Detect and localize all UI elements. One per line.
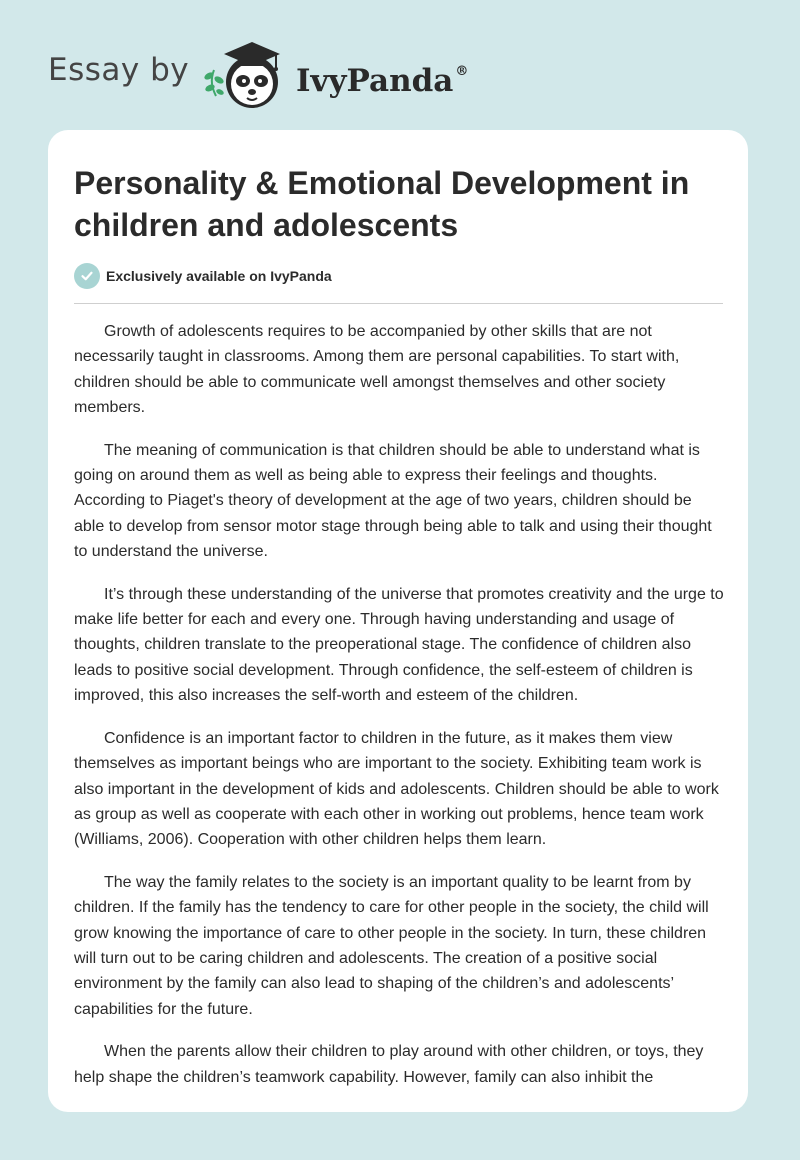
exclusive-badge-label: Exclusively available on IvyPanda bbox=[106, 268, 332, 284]
essay-paragraph: The meaning of communication is that children should be able to understand what is going on around them as well as being able to express their feelings and thoughts. According to Piaget's theory of development at the age of two years, children should be able to develop from sensor motor stage through being able to talk and using their thought to understand the universe. bbox=[74, 441, 712, 561]
essay-paragraph: The way the family relates to the society is an important quality to be learnt from by children. If the family has the tendency to care for other people in the society, the child will grow knowing the importance of care to other people in the society. In turn, these children will turn out to be caring children and adolescents. The creation of a positive social environment by the family can also lead to shaping of the children’s and adolescents’ capabilities for the future. bbox=[74, 873, 709, 1018]
brand-name[interactable] bbox=[296, 52, 468, 101]
essay-by-label: Essay by bbox=[48, 52, 190, 88]
essay-paragraph: It’s through these understanding of the universe that promotes creativity and the urge to make life better for each and every one. Through having understanding and usage of thoughts, children translate to the preoperational stage. The confidence of children also leads to positive social development. Through confidence, the self-esteem of children is improved, this also increases the self-worth and esteem of the children. bbox=[74, 585, 724, 705]
site-header bbox=[0, 0, 800, 130]
exclusive-badge bbox=[74, 263, 332, 289]
essay-paragraph: Growth of adolescents requires to be accompanied by other skills that are not necessarily taught in classrooms. Among them are personal capabilities. To start with, children should be able to communicate well amongst themselves and other society members. bbox=[74, 323, 680, 417]
registered-mark: ® bbox=[455, 64, 469, 79]
brand-name-text: IvyPanda bbox=[296, 63, 454, 99]
title-divider bbox=[74, 303, 723, 304]
essay-paragraph: Confidence is an important factor to children in the future, as it makes them view themselves as important beings who are important to the society. Exhibiting team work is also important in the development of kids and adolescents. Children should be able to work as group as well as cooperate with each other in working out problems, hence team work (Williams, 2006). Cooperation with other children helps them learn. bbox=[74, 729, 719, 849]
essay-body bbox=[74, 319, 726, 1107]
essay-title: Personality & Emotional Development in children and adolescents bbox=[74, 165, 690, 243]
check-circle-icon bbox=[74, 263, 100, 289]
panda-graduate-logo-icon[interactable] bbox=[200, 36, 294, 112]
essay-card bbox=[48, 130, 748, 1112]
essay-paragraph: When the parents allow their children to play around with other children, or toys, they help shape the children’s teamwork capability. However, family can also inhibit the bbox=[74, 1043, 704, 1086]
